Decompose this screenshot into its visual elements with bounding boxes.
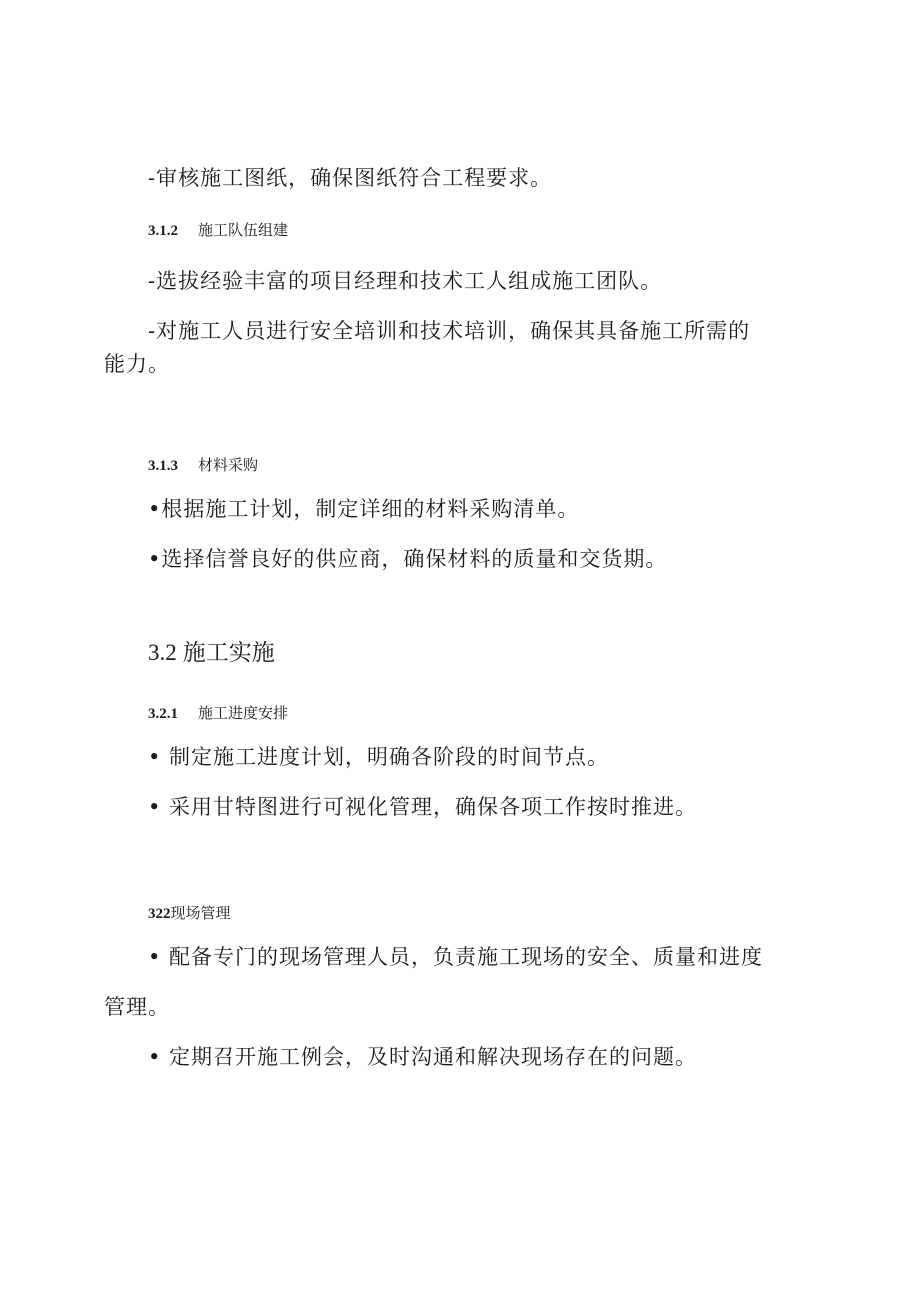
heading-title: 现场管理: [170, 904, 231, 922]
heading-number: 3.2.1: [148, 706, 178, 722]
heading-number: 3.2: [148, 640, 177, 665]
heading-number: 3.1.3: [148, 458, 178, 474]
bullet-site-manager-line2: 管理。: [104, 995, 170, 1019]
subsection-heading-3-1-3: [148, 455, 258, 476]
heading-number: 3.1.2: [148, 223, 178, 239]
heading-title: 材料采购: [198, 456, 259, 474]
paragraph-training-line2: 能力。: [104, 352, 170, 376]
bullet-schedule-plan: • 制定施工进度计划，明确各阶段的时间节点。: [148, 745, 610, 769]
bullet-gantt-chart: • 采用甘特图进行可视化管理，确保各项工作按时推进。: [148, 795, 698, 819]
bullet-site-meetings: • 定期召开施工例会，及时沟通和解决现场存在的问题。: [148, 1045, 698, 1069]
heading-title: 施工队伍组建: [198, 221, 289, 239]
bullet-site-manager-line1: • 配备专门的现场管理人员，负责施工现场的安全、质量和进度: [148, 945, 764, 969]
heading-title: 施工实施: [182, 640, 275, 666]
paragraph-review-drawings: -审核施工图纸，确保图纸符合工程要求。: [148, 166, 553, 190]
subsection-heading-3-2-2: [148, 903, 231, 924]
bullet-procurement-list: •根据施工计划，制定详细的材料采购清单。: [148, 497, 580, 521]
subsection-heading-3-2-1: [148, 703, 288, 724]
heading-title: 施工进度安排: [198, 704, 289, 722]
paragraph-training-line1: -对施工人员进行安全培训和技术培训，确保其具备施工所需的: [148, 319, 751, 343]
section-heading-3-2: [148, 638, 275, 668]
subsection-heading-3-1-2: [148, 220, 288, 241]
paragraph-select-team: -选拔经验丰富的项目经理和技术工人组成施工团队。: [148, 269, 663, 293]
bullet-select-supplier: •选择信誉良好的供应商，确保材料的质量和交货期。: [148, 547, 668, 571]
heading-number: 322: [148, 906, 171, 922]
